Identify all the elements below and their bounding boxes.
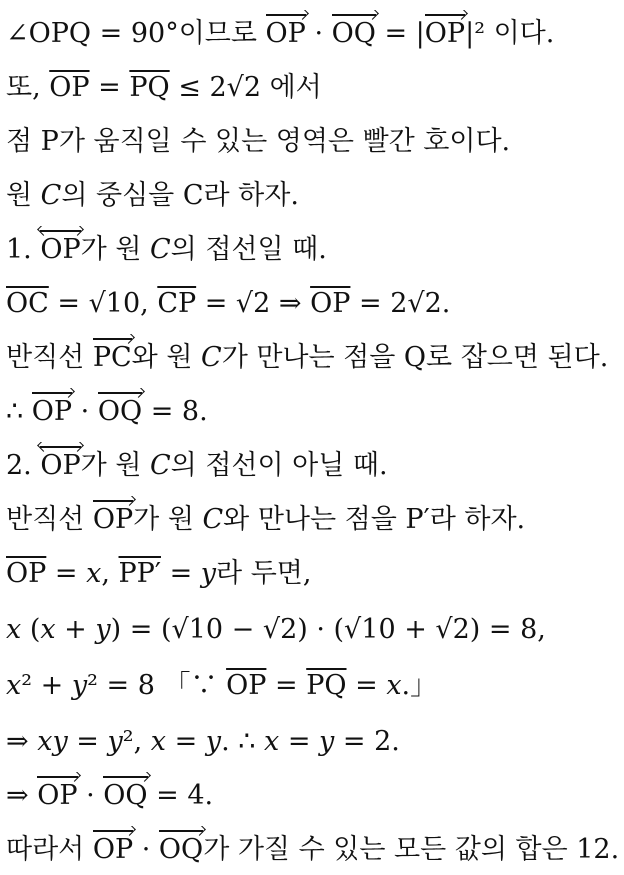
vector-op: OP — [31, 396, 73, 427]
vector-op: OP — [424, 18, 466, 49]
segment-op: $\overline{OP}$ — [226, 670, 267, 701]
solution-line-14: ⇒ xy = y², x = y. ∴ x = y = 2. — [6, 726, 400, 757]
solution-line-5: 1. OP가 원 C의 접선일 때. — [6, 226, 620, 274]
line-op: OP — [40, 232, 80, 263]
vector-op: OP — [92, 834, 134, 865]
segment-cp: $\overline{CP}$ — [157, 288, 197, 319]
line-op: OP — [40, 448, 80, 479]
ray-pc: PC — [92, 342, 132, 373]
solution-line-3: 점 P가 움직일 수 있는 영역은 빨간 호이다. — [6, 126, 511, 157]
segment-pq: $\overline{PQ}$ — [306, 670, 347, 701]
solution-line-6: $\overline{OC} = √10$, $\overline{CP} = √2$ ⇒ $\overline{OP} = 2√2$. — [6, 288, 451, 319]
solution-line-8: ∴ OP · OQ = 8. — [6, 396, 208, 427]
vector-oq: OQ — [158, 834, 204, 865]
solution-line-4: 원 C의 중심을 C라 하자. — [6, 180, 299, 211]
solution-line-11: $\overline{OP} = x$, PP′ = y라 두면, — [6, 558, 312, 589]
vector-op: OP — [37, 780, 78, 811]
segment-oc: $\overline{OC}$ — [6, 288, 49, 319]
segment-op: $\overline{OP}$ — [310, 288, 351, 319]
vector-op: OP — [265, 18, 306, 49]
segment-pq: $\overline{PQ}$ — [129, 72, 170, 103]
segment-op: $\overline{OP}$ — [49, 72, 90, 103]
solution-line-12: x (x + y) = (√10 − √2) · (√10 + √2) = 8, — [6, 614, 546, 645]
vector-oq: OQ — [97, 396, 143, 427]
solution-line-1: ∠OPQ = 90°이므로 OP · OQ = |OP|² 이다. — [6, 18, 555, 49]
solution-line-2: 또, $\overline{OP} = \overline{PQ} \le 2√2$ 에서 — [6, 72, 322, 103]
solution-line-10: 반직선 OP가 원 C와 만나는 점을 P′라 하자. — [6, 504, 526, 535]
solution-line-16: 따라서 OP · OQ가 가질 수 있는 모든 값의 합은 12. — [6, 834, 620, 865]
solution-line-13: x² + y² = 8 「∵ $\overline{OP} = \overline{PQ} = x$.」 — [6, 670, 438, 701]
segment-op: $\overline{OP}$ — [6, 558, 47, 589]
solution-line-15: ⇒ OP · OQ = 4. — [6, 780, 214, 811]
segment-pp-prime: PP′ — [118, 558, 161, 589]
ray-op: OP — [92, 504, 134, 535]
solution-line-7: 반직선 PC와 원 C가 만나는 점을 Q로 잡으면 된다. — [6, 342, 609, 373]
vector-oq: OQ — [331, 18, 376, 49]
vector-oq: OQ — [103, 780, 148, 811]
solution-line-9: 2. OP가 원 C의 접선이 아닐 때. — [6, 442, 620, 490]
